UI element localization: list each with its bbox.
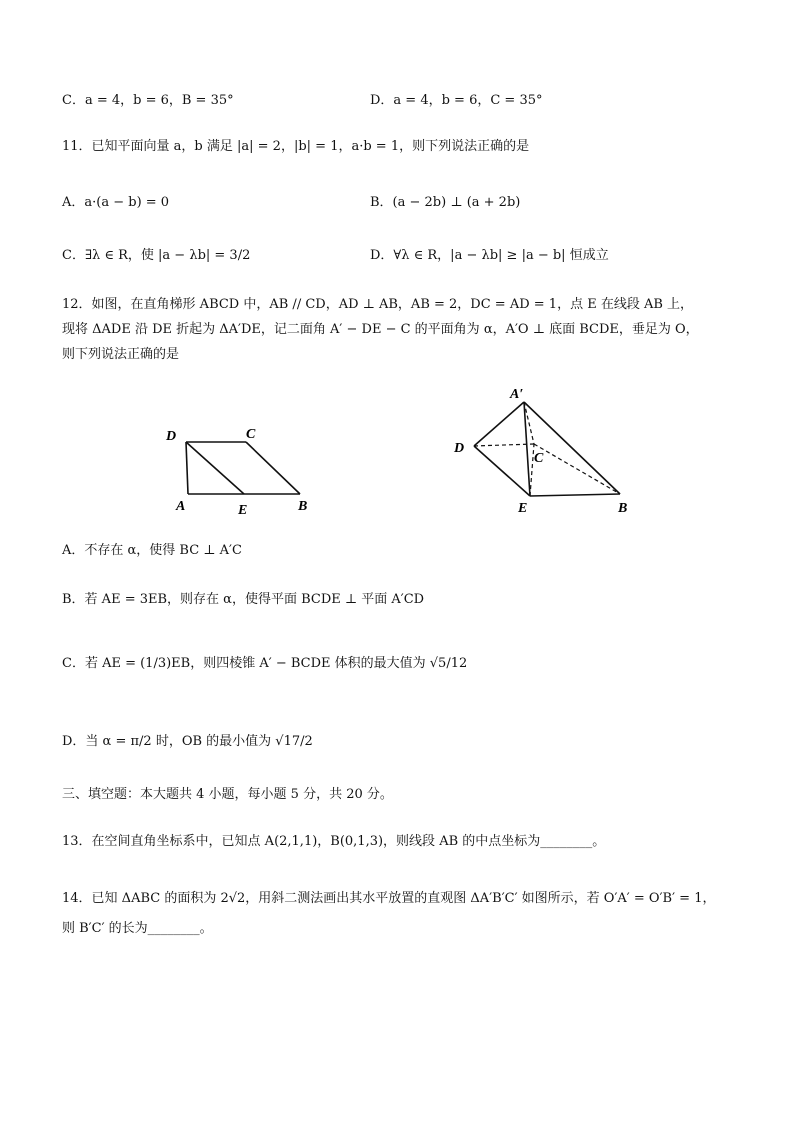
label-a-prime: A′ xyxy=(510,387,524,402)
q12-option-c: C．若 AE = (1/3)EB，则四棱锥 A′ − BCDE 体积的最大值为 √5/12 xyxy=(62,656,468,671)
label-c: C xyxy=(534,451,544,466)
q11-option-b: B．(a − 2b) ⊥ (a + 2b) xyxy=(370,195,521,210)
q12-stem-line-1: 12．如图，在直角梯形 ABCD 中，AB // CD，AD ⊥ AB，AB = 2，DC = AD = 1，点 E 在线段 AB 上， xyxy=(62,297,694,312)
label-b: B xyxy=(618,501,628,516)
section-3-heading: 三、填空题：本大题共 4 小题，每小题 5 分，共 20 分。 xyxy=(62,787,393,802)
label-a: A xyxy=(176,499,186,514)
q12-stem-line-2: 现将 ΔADE 沿 DE 折起为 ΔA′DE，记二面角 A′ − DE − C 的平面角为 α，A′O ⊥ 底面 BCDE，垂足为 O， xyxy=(62,322,699,337)
q13-text: 13．在空间直角坐标系中，已知点 A(2,1,1)，B(0,1,3)，则线段 AB 的中点坐标为________。 xyxy=(62,834,606,849)
q12-option-b: B．若 AE = 3EB，则存在 α，使得平面 BCDE ⊥ 平面 A′CD xyxy=(62,592,425,607)
label-e: E xyxy=(238,503,248,518)
q12-option-d: D．当 α = π/2 时，OB 的最小值为 √17/2 xyxy=(62,734,313,749)
q11-stem: 11．已知平面向量 a，b 满足 |a| = 2，|b| = 1，a·b = 1，则下列说法正确的是 xyxy=(62,139,530,154)
label-e: E xyxy=(518,501,528,516)
q11-option-a: A．a·(a − b) = 0 xyxy=(62,195,170,210)
q14-line-2: 则 B′C′ 的长为________。 xyxy=(62,921,213,936)
q14-line-1: 14．已知 ΔABC 的面积为 2√2，用斜二测法画出其水平放置的直观图 ΔA′B′C′ 如图所示，若 O′A′ = O′B′ = 1， xyxy=(62,891,716,906)
q10-option-d: D．a = 4，b = 6，C = 35° xyxy=(370,93,543,108)
label-d: D xyxy=(166,429,177,444)
label-b: B xyxy=(298,499,308,514)
q12-option-a: A．不存在 α，使得 BC ⊥ A′C xyxy=(62,543,242,558)
trapezoid-figure xyxy=(160,420,320,520)
q11-option-c: C．∃λ ∈ R，使 |a − λb| = 3/2 xyxy=(62,248,251,263)
q10-option-c: C．a = 4，b = 6，B = 35° xyxy=(62,93,234,108)
q11-option-d: D．∀λ ∈ R，|a − λb| ≥ |a − b| 恒成立 xyxy=(370,248,609,263)
q12-stem-line-3: 则下列说法正确的是 xyxy=(62,347,180,362)
label-d: D xyxy=(454,441,465,456)
pyramid-figure xyxy=(438,382,638,518)
label-c: C xyxy=(246,427,256,442)
